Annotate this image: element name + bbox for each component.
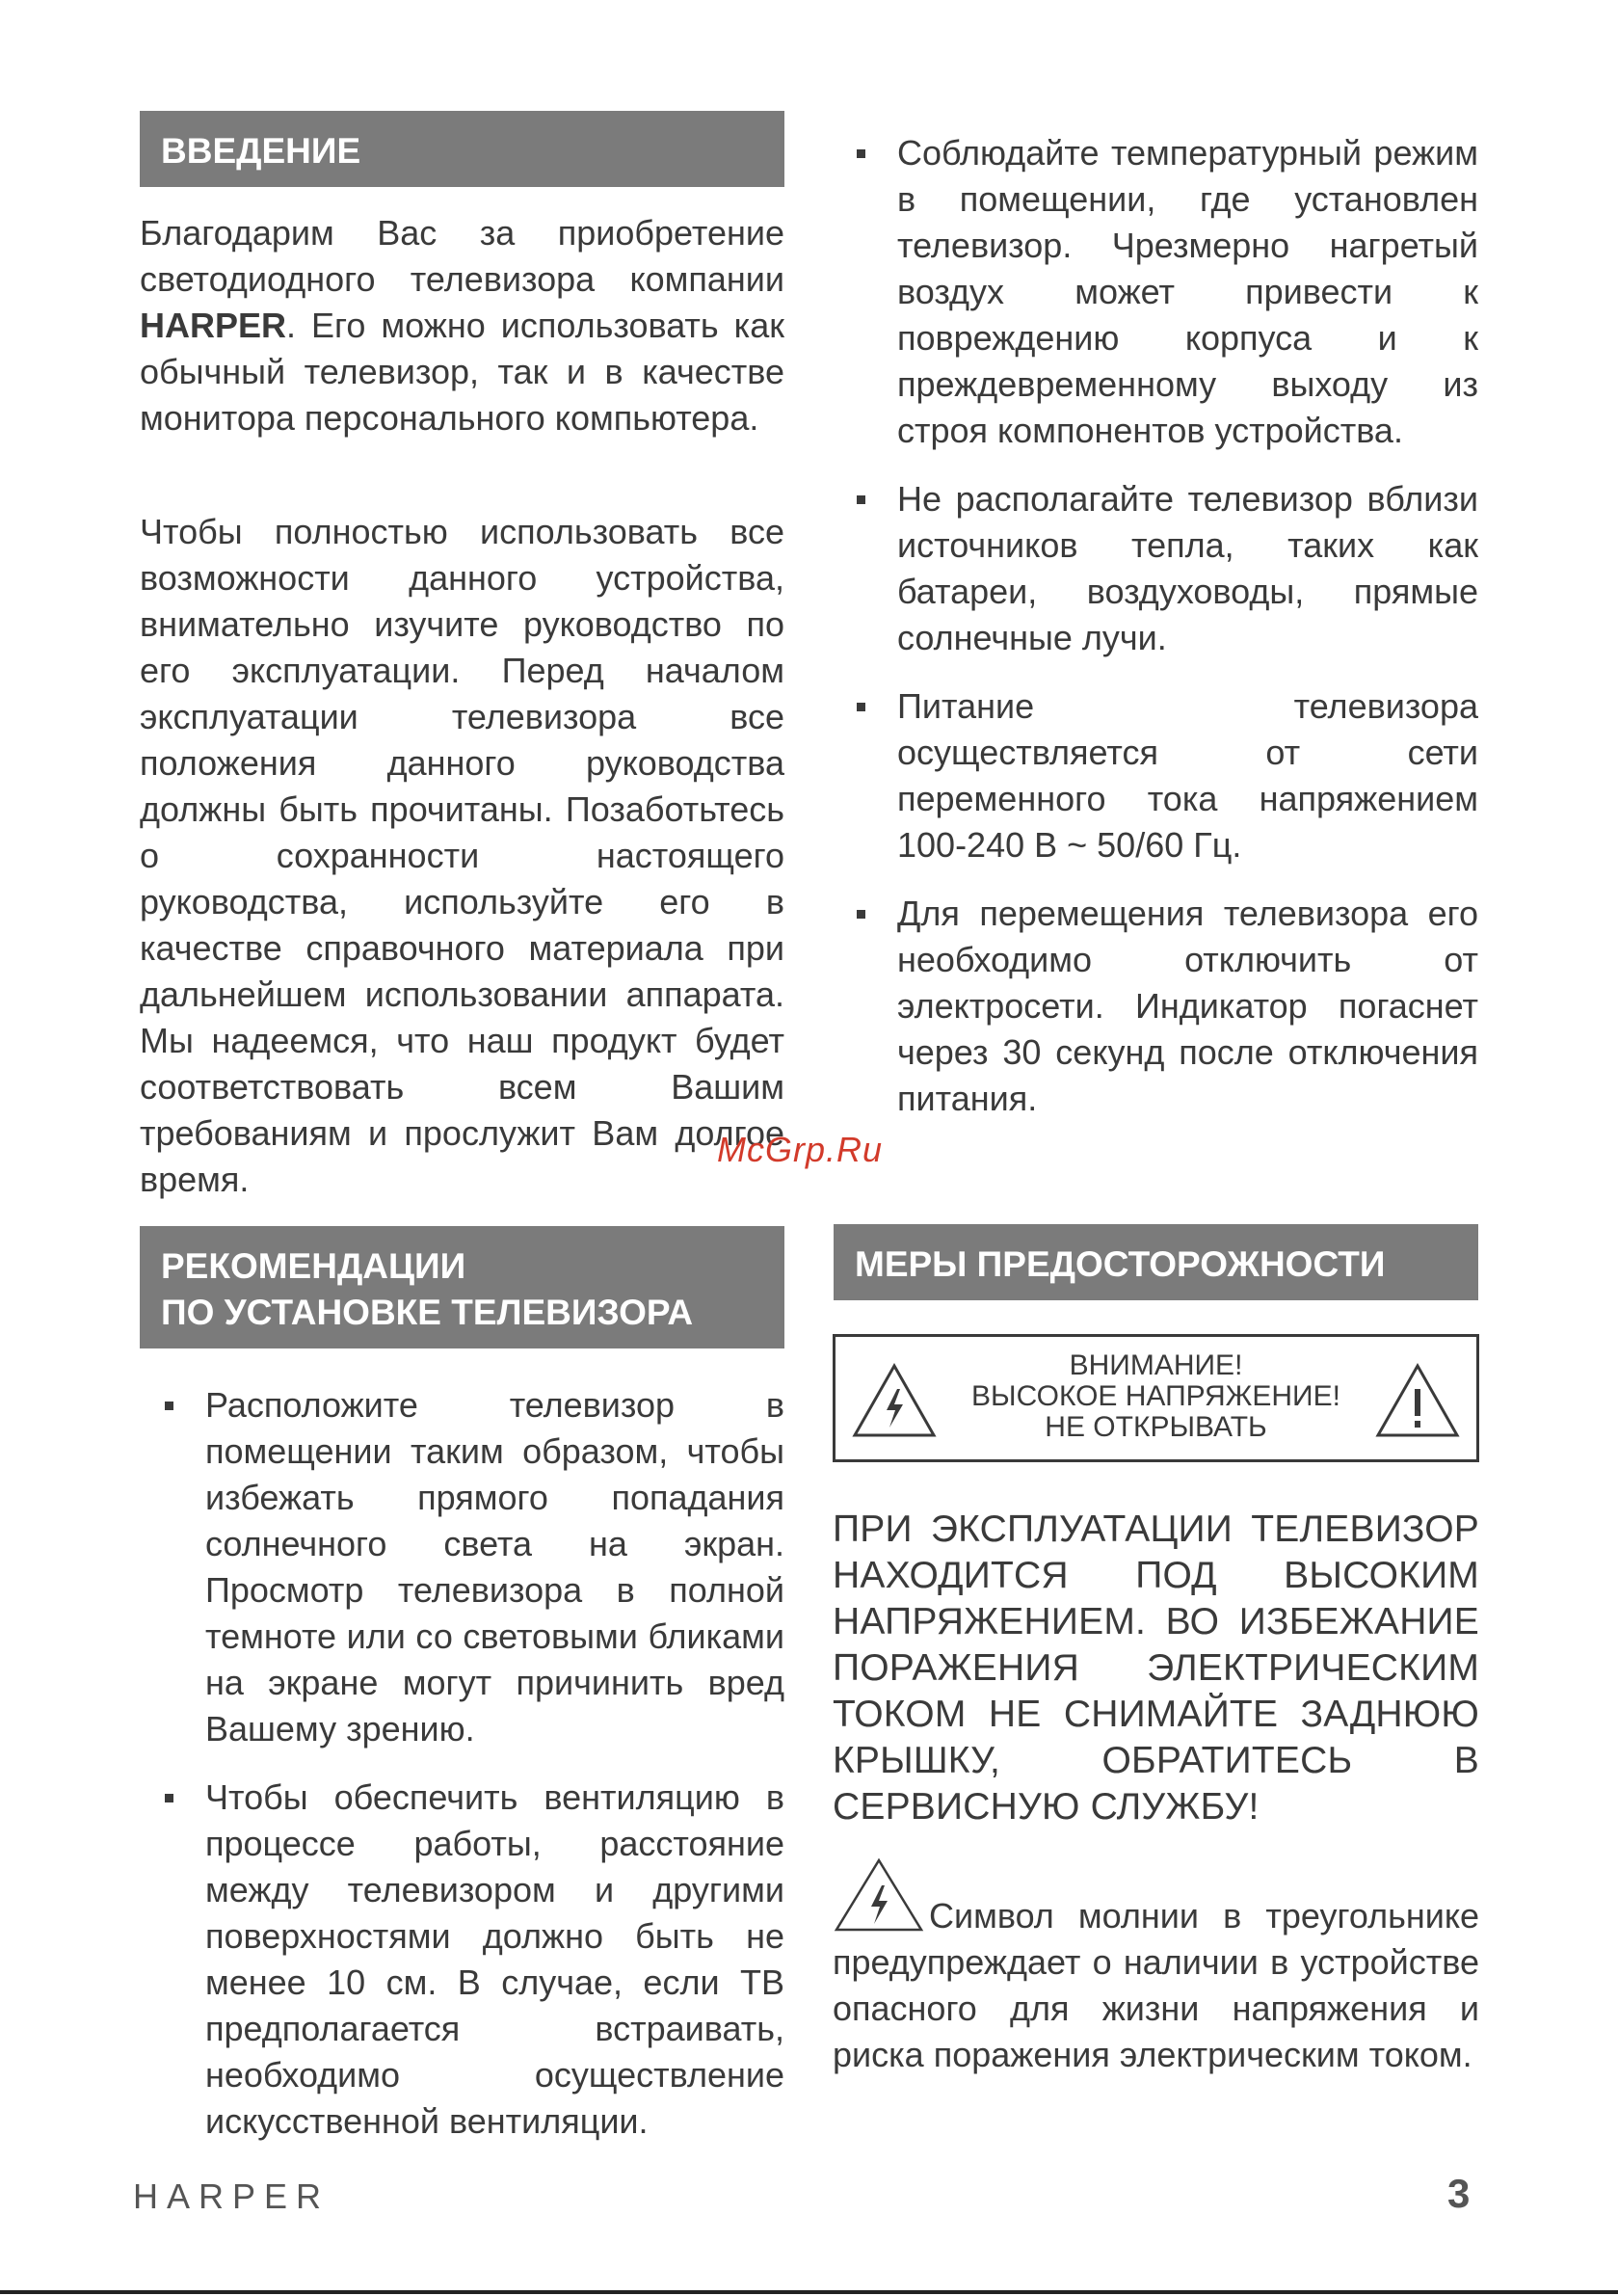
- lightning-symbol-paragraph: [833, 1853, 1479, 2078]
- safety-heading: МЕРЫ ПРЕДОСТОРОЖНОСТИ: [834, 1224, 1478, 1300]
- intro-p1-end: . Его можно использовать как обычный телевизор, так и в качестве монитора персонального компьютера.: [140, 306, 784, 438]
- exclamation-warning-icon: [1374, 1362, 1461, 1439]
- lightning-symbol-text: Символ молнии в треугольнике предупреждает о наличии в устройстве опасного для жизни напряжения и риска поражения электрическим током.: [833, 1896, 1479, 2074]
- intro-p1-start: Благодарим Вас за приобретение светодиодного телевизора компании: [140, 213, 784, 299]
- lightning-triangle-icon: [833, 1856, 925, 1934]
- install-heading-line-2: ПО УСТАНОВКЕ ТЕЛЕВИЗОРА: [161, 1293, 694, 1332]
- warning-line-3: НЕ ОТКРЫВАТЬ: [1045, 1411, 1267, 1443]
- install-list: [205, 1382, 784, 2167]
- high-voltage-caution-text: ПРИ ЭКСПЛУАТАЦИИ ТЕЛЕВИЗОР НАХОДИТСЯ ПОД ВЫСОКИМ НАПРЯЖЕНИЕМ. ВО ИЗБЕЖАНИЕ ПОРАЖЕНИЯ ЭЛЕКТРИЧЕСКИМ ТОКОМ НЕ СНИМАЙТЕ ЗАДНЮЮ КРЫШКУ, ОБРАТИТЕСЬ В СЕРВИСНУЮ СЛУЖБУ!: [833, 1508, 1479, 1828]
- operating-conditions-list: [897, 130, 1478, 1144]
- list-item: Чтобы обеспечить вентиляцию в процессе работы, расстояние между телевизором и другими поверхностями должно быть не менее 10 см. В случае, если ТВ предполагается встраивать, необходимо осуществление искусственной вентиляции.: [205, 1775, 784, 2145]
- harper-logo: HARPER: [133, 2176, 331, 2216]
- warning-line-2: ВЫСОКОЕ НАПРЯЖЕНИЕ!: [971, 1380, 1340, 1412]
- list-item: Питание телевизора осуществляется от сети переменного тока напряжением 100-240 В ~ 50/60 Гц.: [897, 683, 1478, 868]
- page-number: 3: [1447, 2171, 1471, 2216]
- install-heading: [140, 1226, 784, 1348]
- list-item: Не располагайте телевизор вблизи источников тепла, таких как батареи, воздуховоды, прямые солнечные лучи.: [897, 476, 1478, 661]
- warning-line-1: ВНИМАНИЕ!: [1069, 1349, 1243, 1381]
- high-voltage-warning-box: [833, 1334, 1479, 1462]
- watermark: McGrp.Ru: [717, 1130, 884, 1169]
- lightning-warning-icon: [851, 1362, 938, 1439]
- intro-paragraph-2: Чтобы полностью использовать все возможности данного устройства, внимательно изучите руководство по его эксплуатации. Перед началом эксплуатации телевизора все положения данного руководства должны быть прочитаны. Позаботьтесь о сохранности настоящего руководства, используйте его в качестве справочного материала при дальнейшем использовании аппарата. Мы надеемся, что наш продукт будет соответствовать всем Вашим требованиям и прослужит Вам долгое время.: [140, 512, 784, 1199]
- list-item: Для перемещения телевизора его необходимо отключить от электросети. Индикатор погаснет через 30 секунд после отключения питания.: [897, 891, 1478, 1122]
- list-item: Расположите телевизор в помещении таким образом, чтобы избежать прямого попадания солнечного света на экран. Просмотр телевизора в полной темноте или со световыми бликами на экране могут причинить вред Вашему зрению.: [205, 1382, 784, 1752]
- install-heading-line-1: РЕКОМЕНДАЦИИ: [161, 1246, 466, 1286]
- intro-paragraph-1: [140, 210, 784, 441]
- bottom-rule: [0, 2290, 1618, 2294]
- brand-name: HARPER: [140, 306, 287, 345]
- list-item: Соблюдайте температурный режим в помещении, где установлен телевизор. Чрезмерно нагретый воздух может привести к повреждению корпуса и к преждевременному выходу из строя компонентов устройства.: [897, 130, 1478, 454]
- intro-heading: ВВЕДЕНИЕ: [140, 111, 784, 187]
